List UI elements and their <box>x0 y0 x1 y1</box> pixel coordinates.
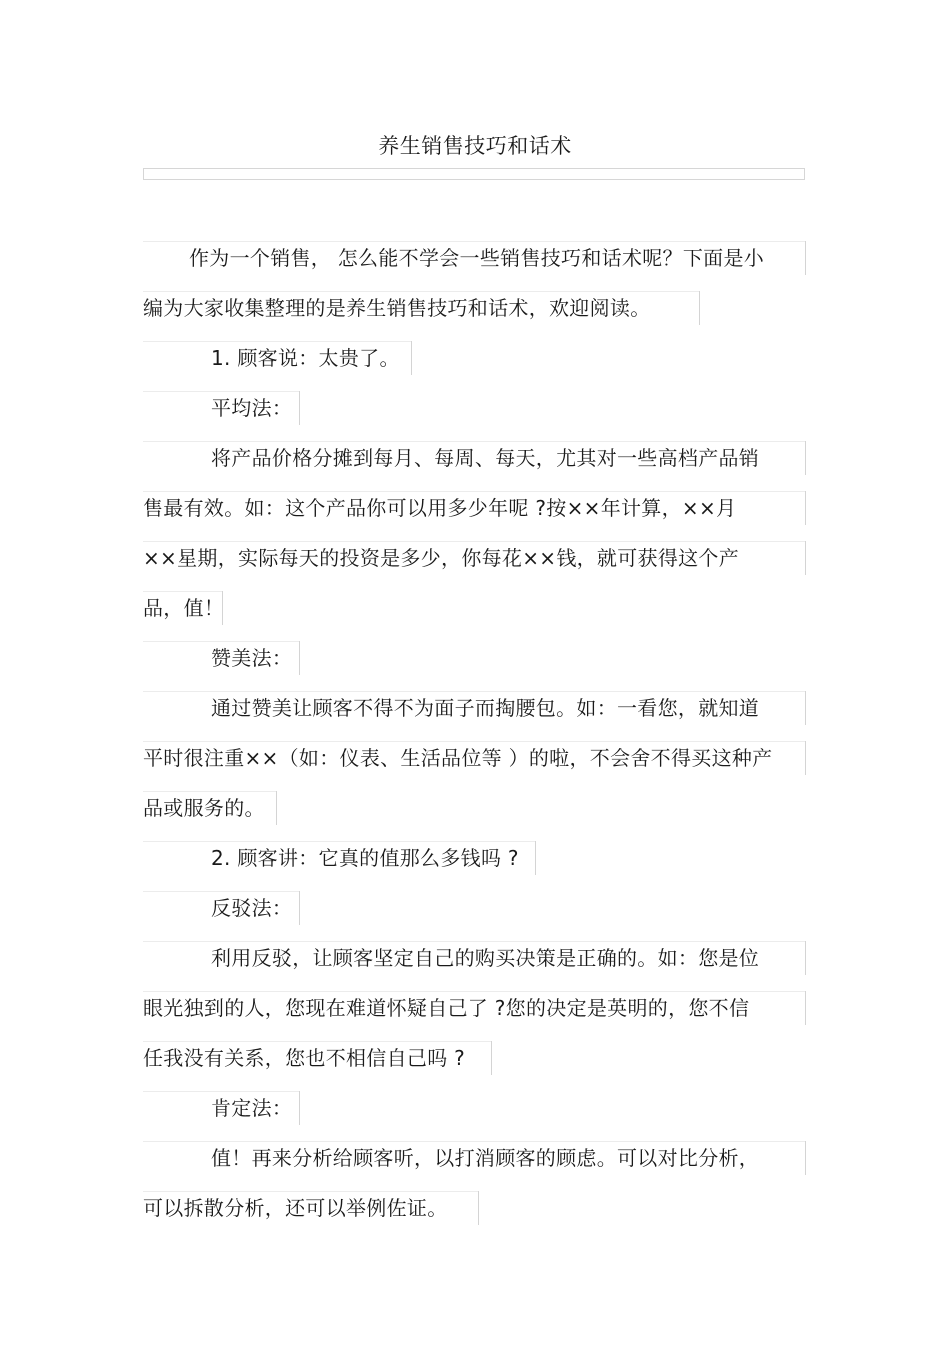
body-line: 利用反驳，让顾客坚定自己的购买决策是正确的。如：您是位 <box>143 941 806 975</box>
body-line: 品，值！ <box>143 591 223 625</box>
body-line: 值！再来分析给顾客听，以打消顾客的顾虑。可以对比分析， <box>143 1141 806 1175</box>
title-underline <box>143 168 805 180</box>
body-line: 售最有效。如：这个产品你可以用多少年呢 ?按××年计算，××月 <box>143 491 806 525</box>
body-line: 眼光独到的人，您现在难道怀疑自己了 ?您的决定是英明的，您不信 <box>143 991 806 1025</box>
body-line: 任我没有关系，您也不相信自己吗 ? <box>143 1041 492 1075</box>
body-line: 肯定法： <box>143 1091 300 1125</box>
body-line: 品或服务的。 <box>143 791 277 825</box>
body-line: 赞美法： <box>143 641 300 675</box>
body-line: 2. 顾客讲：它真的值那么多钱吗 ? <box>143 841 536 875</box>
body-line: ××星期，实际每天的投资是多少，你每花××钱，就可获得这个产 <box>143 541 806 575</box>
body-line: 平均法： <box>143 391 300 425</box>
body-line: 1. 顾客说：太贵了。 <box>143 341 412 375</box>
body-line: 通过赞美让顾客不得不为面子而掏腰包。如：一看您，就知道 <box>143 691 806 725</box>
body-line: 作为一个销售， 怎么能不学会一些销售技巧和话术呢？下面是小 <box>143 241 806 275</box>
body-line: 可以拆散分析，还可以举例佐证。 <box>143 1191 479 1225</box>
body-line: 平时很注重××（如：仪表、生活品位等 ）的啦，不会舍不得买这种产 <box>143 741 806 775</box>
body-line: 编为大家收集整理的是养生销售技巧和话术，欢迎阅读。 <box>143 291 700 325</box>
document-title: 养生销售技巧和话术 <box>378 134 572 158</box>
body-line: 将产品价格分摊到每月、每周、每天，尤其对一些高档产品销 <box>143 441 806 475</box>
body-line: 反驳法： <box>143 891 300 925</box>
